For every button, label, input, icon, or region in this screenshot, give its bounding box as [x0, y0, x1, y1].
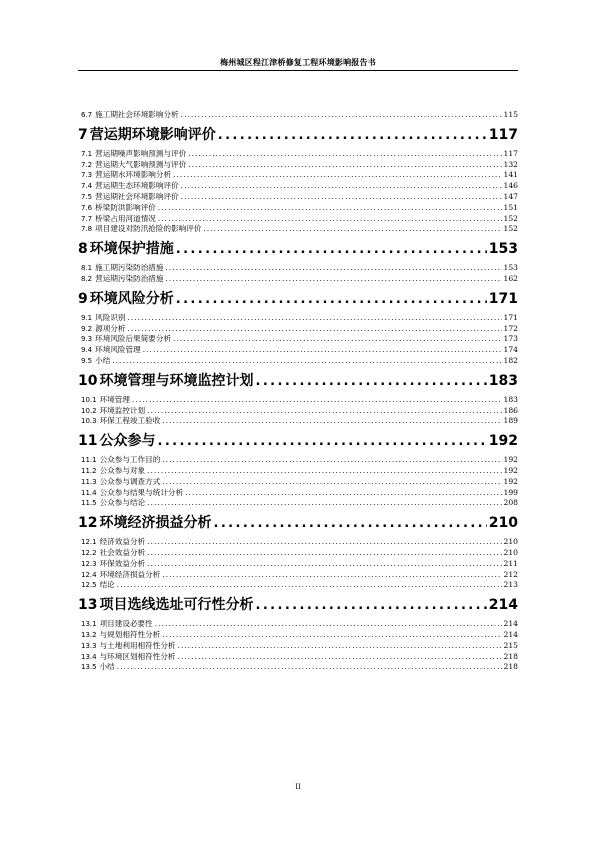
- toc-entry-label: [81, 224, 201, 235]
- toc-entry-title: 环境监控计划: [99, 405, 146, 415]
- toc-entry-page: 192: [503, 465, 518, 475]
- toc-section-entry[interactable]: [78, 498, 518, 509]
- dot-leader: [128, 324, 502, 335]
- toc-section-entry[interactable]: [78, 619, 518, 630]
- toc-entry-title: 环保效益分析: [99, 558, 146, 568]
- toc-entry-label: [81, 537, 145, 548]
- toc-entry-page: 115: [503, 110, 518, 119]
- toc-entry-page: 214: [488, 597, 518, 614]
- dot-leader: [147, 406, 501, 417]
- toc-entry-label: [81, 149, 186, 160]
- toc-entry-title: 公众参与结论: [99, 498, 146, 508]
- toc-entry-title: 经济效益分析: [99, 537, 146, 547]
- dot-leader: [178, 641, 502, 652]
- dot-leader: [185, 488, 501, 499]
- dot-leader: [165, 263, 501, 274]
- toc-entry-number: 7.7: [81, 214, 93, 223]
- toc-entry-page: 153: [488, 241, 518, 258]
- toc-entry-page: 183: [503, 394, 518, 404]
- toc-section-entry[interactable]: [78, 274, 518, 285]
- toc-section-entry[interactable]: [78, 455, 518, 466]
- toc-section-entry[interactable]: [78, 224, 518, 235]
- dot-leader: [158, 214, 502, 225]
- toc-section-entry[interactable]: [78, 313, 518, 324]
- toc-entry-page: 147: [503, 191, 518, 201]
- toc-entry-title: 桥梁防洪影响评价: [95, 202, 156, 212]
- header-rule: [78, 70, 518, 71]
- toc-entry-number: 7.3: [81, 171, 93, 180]
- toc-chapter-entry[interactable]: [78, 512, 518, 534]
- dot-leader: [188, 160, 501, 171]
- toc-section-entry[interactable]: [78, 662, 518, 673]
- toc-entry-page: 153: [503, 263, 518, 273]
- toc-entry-page: 192: [503, 455, 518, 465]
- toc-entry-page: 210: [503, 547, 518, 557]
- toc-entry-label: [81, 356, 110, 367]
- dot-leader: [165, 274, 501, 285]
- toc-entry-title: 环境管理: [99, 394, 130, 404]
- toc-entry-label: [78, 512, 211, 534]
- toc-entry-title: 项目建设必要性: [99, 619, 153, 629]
- toc-entry-page: 189: [503, 416, 518, 426]
- toc-entry-title: 项目建设对防汛抢险的影响评价: [95, 224, 202, 234]
- toc-entry-page: 208: [503, 498, 518, 508]
- toc-entry-number: 7.5: [81, 192, 93, 201]
- dot-leader: [173, 334, 501, 345]
- toc-entry-label: [78, 288, 174, 310]
- toc-entry-number: 11.2: [81, 466, 97, 475]
- toc-entry-label: [78, 370, 253, 392]
- toc-entry-label: [81, 630, 160, 641]
- toc-entry-number: 7.1: [81, 149, 93, 158]
- toc-entry-number: 13.2: [81, 630, 97, 639]
- toc-section-entry[interactable]: [78, 160, 518, 171]
- toc-entry-title: 项目选线选址可行性分析: [99, 597, 254, 614]
- toc-entry-label: [81, 619, 153, 630]
- toc-chapter-entry[interactable]: [78, 288, 518, 310]
- toc-chapter-entry[interactable]: [78, 238, 518, 260]
- dot-leader: [162, 570, 501, 581]
- toc-entry-page: 171: [488, 290, 518, 307]
- toc-entry-page: 171: [503, 312, 518, 322]
- toc-entry-number: 12.4: [81, 570, 97, 579]
- toc-entry-number: 11.3: [81, 477, 97, 486]
- toc-entry-title: 小结: [95, 355, 111, 365]
- toc-entry-number: 12: [78, 515, 98, 532]
- toc-entry-label: [81, 580, 115, 591]
- dot-leader: [147, 466, 501, 477]
- toc-section-entry[interactable]: [78, 652, 518, 663]
- toc-entry-label: [81, 652, 176, 663]
- toc-entry-label: [81, 406, 145, 417]
- toc-entry-page: 152: [503, 224, 518, 234]
- toc-section-entry[interactable]: [78, 477, 518, 488]
- toc-entry-page: 117: [503, 148, 518, 158]
- toc-entry-title: 公众参与结果与统计分析: [99, 487, 184, 497]
- toc-entry-number: 9.3: [81, 335, 93, 344]
- toc-entry-label: [81, 263, 163, 274]
- toc-entry-page: 192: [488, 433, 518, 450]
- toc-entry-title: 与规划相符性分析: [99, 629, 161, 639]
- toc-entry-page: 215: [503, 640, 518, 650]
- toc-entry-title: 营运期水环境影响分析: [95, 170, 172, 180]
- toc-entry-number: 8.1: [81, 264, 93, 273]
- toc-section-entry[interactable]: [78, 466, 518, 477]
- dot-leader: [155, 619, 502, 630]
- toc-entry-title: 环境风险管理: [95, 345, 141, 355]
- dot-leader: [181, 192, 502, 203]
- toc-entry-title: 施工期污染防治措施: [95, 263, 164, 273]
- toc-entry-label: [81, 548, 145, 559]
- toc-entry-number: 8: [78, 241, 88, 258]
- toc-section-entry[interactable]: [78, 203, 518, 214]
- toc-chapter-entry[interactable]: [78, 370, 518, 392]
- dot-leader: [176, 239, 487, 261]
- toc-entry-number: 9.4: [81, 346, 93, 355]
- toc-entry-label: [81, 466, 145, 477]
- toc-entry-label: [81, 416, 160, 427]
- toc-entry-number: 7.6: [81, 203, 93, 212]
- toc-entry-title: 环境保护措施: [89, 241, 174, 258]
- toc-entry-label: [81, 559, 145, 570]
- toc-entry-number: 12.1: [81, 538, 97, 547]
- toc-entry-label: [81, 498, 145, 509]
- dot-leader: [157, 431, 486, 453]
- dot-leader: [178, 652, 502, 663]
- toc-section-entry[interactable]: [78, 214, 518, 225]
- toc-entry-title: 环境经济损益分析: [99, 569, 161, 579]
- toc-entry-label: [81, 345, 141, 356]
- toc-entry-title: 社会效益分析: [99, 547, 146, 557]
- toc-entry-label: [78, 124, 216, 146]
- dot-leader: [158, 203, 502, 214]
- toc-section-entry[interactable]: [78, 181, 518, 192]
- toc-entry-label: [81, 214, 156, 225]
- toc-entry-number: 10.3: [81, 417, 97, 426]
- toc-entry-title: 结论: [99, 580, 115, 590]
- dot-leader: [162, 455, 501, 466]
- toc-entry-page: 199: [503, 487, 518, 497]
- toc-section-entry[interactable]: [78, 406, 518, 417]
- toc-section-entry[interactable]: [78, 263, 518, 274]
- toc-entry-page: 162: [503, 273, 518, 283]
- toc-section-entry[interactable]: [78, 334, 518, 345]
- toc-entry-title: 源项分析: [95, 323, 126, 333]
- dot-leader: [143, 345, 502, 356]
- toc-entry-title: 施工期社会环境影响分析: [95, 110, 179, 119]
- dot-leader: [173, 170, 501, 181]
- toc-entry-title: 营运期污染防治措施: [95, 273, 164, 283]
- toc-entry-page: 117: [488, 126, 518, 143]
- toc-entry-title: 小结: [99, 662, 115, 672]
- toc-entry-title: 营运期社会环境影响评价: [95, 191, 179, 201]
- dot-leader: [213, 513, 486, 535]
- toc-entry-number: 11.5: [81, 499, 97, 508]
- dot-leader: [203, 224, 501, 235]
- toc-entry-page: 141: [503, 170, 518, 180]
- toc-section-entry[interactable]: [78, 356, 518, 367]
- page-number: II: [295, 783, 301, 791]
- toc-entry-label: [81, 192, 179, 203]
- toc-section-entry[interactable]: [78, 110, 518, 121]
- toc-chapter-entry[interactable]: [78, 124, 518, 146]
- dot-leader: [128, 313, 502, 324]
- toc-entry-number: 7.4: [81, 182, 93, 191]
- toc-entry-page: 214: [503, 619, 518, 629]
- toc-entry-label: [81, 274, 163, 285]
- toc-entry-title: 环境风险后果简要分析: [95, 334, 172, 344]
- toc-entry-number: 7.8: [81, 225, 93, 234]
- dot-leader: [176, 289, 487, 311]
- toc-entry-number: 9: [78, 290, 88, 307]
- toc-entry-number: 11.4: [81, 488, 97, 497]
- toc-entry-page: 182: [503, 355, 518, 365]
- toc-section-entry[interactable]: [78, 537, 518, 548]
- toc-section-entry[interactable]: [78, 170, 518, 181]
- toc-entry-number: 12.2: [81, 548, 97, 557]
- toc-entry-number: 13: [78, 597, 98, 614]
- dot-leader: [162, 630, 501, 641]
- dot-leader: [117, 580, 502, 591]
- toc-entry-page: 210: [503, 537, 518, 547]
- toc-entry-page: 218: [503, 662, 518, 672]
- toc-entry-label: [81, 110, 179, 121]
- dot-leader: [162, 416, 501, 427]
- toc-section-entry[interactable]: [78, 630, 518, 641]
- toc-entry-label: [81, 203, 156, 214]
- toc-section-entry[interactable]: [78, 345, 518, 356]
- toc-chapter-entry[interactable]: [78, 594, 518, 616]
- toc-entry-label: [81, 662, 115, 673]
- toc-entry-title: 环境经济损益分析: [99, 515, 212, 532]
- toc-entry-number: 13.4: [81, 652, 97, 661]
- toc-entry-number: 7: [78, 126, 88, 143]
- toc-entry-title: 公众参与: [99, 433, 156, 450]
- toc-section-entry[interactable]: [78, 192, 518, 203]
- toc-entry-page: 218: [503, 651, 518, 661]
- toc-section-entry[interactable]: [78, 488, 518, 499]
- toc-entry-label: [81, 170, 171, 181]
- toc-entry-label: [81, 395, 130, 406]
- toc-entry-label: [78, 430, 155, 452]
- toc-entry-page: 192: [503, 476, 518, 486]
- dot-leader: [218, 125, 487, 147]
- toc-entry-number: 13.3: [81, 641, 97, 650]
- toc-section-entry[interactable]: [78, 149, 518, 160]
- dot-leader: [147, 537, 501, 548]
- toc-entry-number: 8.2: [81, 274, 93, 283]
- toc-entry-label: [81, 313, 126, 324]
- toc-entry-title: 公众参与调查方式: [99, 476, 161, 486]
- toc-entry-number: 10.2: [81, 406, 97, 415]
- toc-entry-page: 183: [488, 372, 518, 389]
- toc-section-entry[interactable]: [78, 324, 518, 335]
- toc-entry-page: 174: [503, 345, 518, 355]
- toc-entry-page: 173: [503, 334, 518, 344]
- toc-entry-title: 营运期大气影响预测与评价: [95, 159, 187, 169]
- toc-entry-page: 132: [503, 159, 518, 169]
- dot-leader: [112, 356, 501, 367]
- toc-entry-page: 146: [503, 181, 518, 191]
- toc-entry-number: 13.1: [81, 620, 97, 629]
- toc-entry-title: 风险识别: [95, 312, 126, 322]
- toc-entry-title: 营运期生态环境影响评价: [95, 181, 179, 191]
- toc-entry-page: 151: [503, 202, 518, 212]
- toc-entry-page: 186: [503, 405, 518, 415]
- toc-entry-title: 环境管理与环境监控计划: [99, 372, 254, 389]
- toc-entry-page: 211: [503, 558, 518, 568]
- toc-entry-label: [81, 160, 186, 171]
- toc-entry-page: 214: [503, 629, 518, 639]
- toc-entry-number: 12.5: [81, 581, 97, 590]
- dot-leader: [255, 595, 486, 617]
- running-header: 梅州城区程江津桥修复工程环境影响报告书: [220, 58, 376, 67]
- toc-entry-label: [81, 324, 126, 335]
- toc-entry-page: 212: [503, 569, 518, 579]
- toc-entry-number: 11.1: [81, 456, 97, 465]
- toc-entry-number: 6.7: [81, 111, 93, 119]
- toc-entry-label: [81, 455, 160, 466]
- toc-entry-title: 与环境区划相符性分析: [99, 651, 176, 661]
- dot-leader: [132, 395, 502, 406]
- toc-section-entry[interactable]: [78, 641, 518, 652]
- dot-leader: [117, 662, 502, 673]
- dot-leader: [147, 559, 501, 570]
- toc-section-entry[interactable]: [78, 395, 518, 406]
- toc-entry-title: 与土地利用相符性分析: [99, 640, 176, 650]
- toc-entry-label: [81, 477, 160, 488]
- toc-section-entry[interactable]: [78, 548, 518, 559]
- toc-entry-page: 152: [503, 213, 518, 223]
- toc-entry-number: 11: [78, 433, 98, 450]
- toc-entry-label: [81, 488, 183, 499]
- toc-entry-label: [81, 334, 171, 345]
- toc-chapter-entry[interactable]: [78, 430, 518, 452]
- table-of-contents: [78, 110, 518, 673]
- toc-entry-title: 营运期噪声影响预测与评价: [95, 148, 187, 158]
- toc-entry-number: 9.2: [81, 324, 93, 333]
- dot-leader: [162, 477, 501, 488]
- toc-section-entry[interactable]: [78, 559, 518, 570]
- dot-leader: [147, 548, 501, 559]
- toc-entry-number: 9.5: [81, 356, 93, 365]
- dot-leader: [181, 110, 502, 121]
- toc-entry-page: 172: [503, 323, 518, 333]
- toc-entry-number: 7.2: [81, 160, 93, 169]
- toc-entry-title: 公众参与对象: [99, 465, 146, 475]
- toc-entry-label: [78, 238, 174, 260]
- toc-entry-page: 213: [503, 580, 518, 590]
- toc-entry-number: 10: [78, 372, 98, 389]
- toc-entry-number: 12.3: [81, 559, 97, 568]
- dot-leader: [188, 149, 501, 160]
- dot-leader: [181, 181, 502, 192]
- toc-entry-label: [81, 641, 176, 652]
- toc-entry-page: 210: [488, 515, 518, 532]
- toc-entry-label: [81, 181, 179, 192]
- toc-entry-title: 公众参与工作目的: [99, 455, 161, 465]
- toc-entry-number: 10.1: [81, 395, 97, 404]
- toc-entry-title: 环境风险分析: [89, 290, 174, 307]
- toc-entry-number: 13.5: [81, 663, 97, 672]
- toc-entry-label: [78, 594, 253, 616]
- dot-leader: [255, 371, 486, 393]
- toc-section-entry[interactable]: [78, 580, 518, 591]
- toc-entry-number: 9.1: [81, 313, 93, 322]
- dot-leader: [147, 498, 501, 509]
- toc-entry-label: [81, 570, 160, 581]
- toc-entry-title: 营运期环境影响评价: [89, 126, 216, 143]
- toc-section-entry[interactable]: [78, 570, 518, 581]
- toc-entry-title: 环保工程竣工验收: [99, 416, 161, 426]
- toc-section-entry[interactable]: [78, 416, 518, 427]
- toc-entry-title: 桥梁占用河道情况: [95, 213, 156, 223]
